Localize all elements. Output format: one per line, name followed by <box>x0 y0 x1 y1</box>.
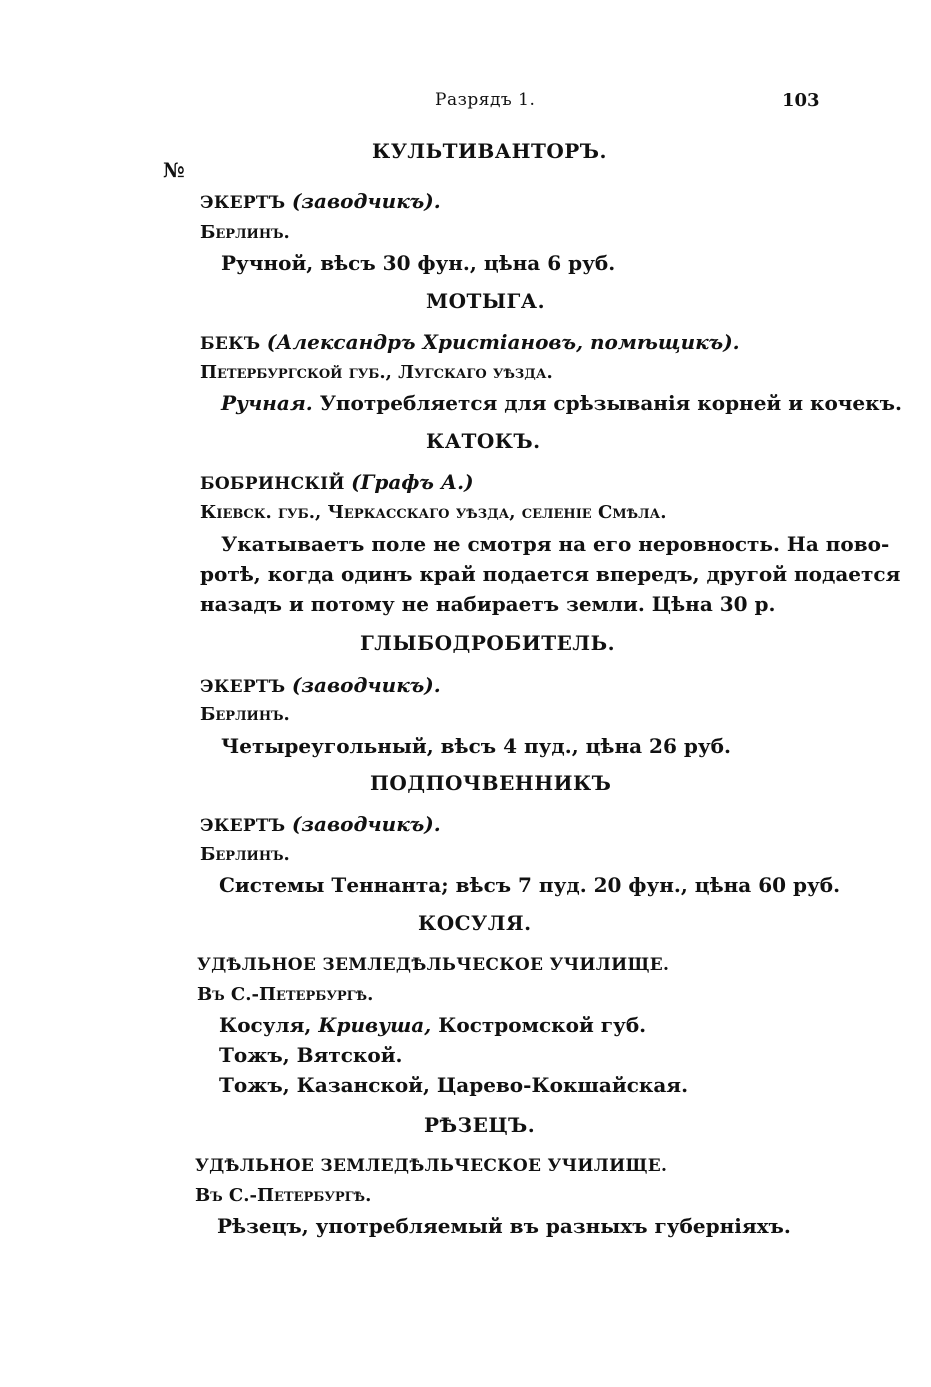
exhibitor-name: ЭКЕРТЪ <box>200 816 286 836</box>
exhibitor-name: БОБРИНСКIЙ <box>200 474 345 494</box>
entry-description: Системы Теннанта; вѣсъ 7 пуд. 20 фун., цѣна 60 руб. <box>219 873 841 897</box>
exhibitor-note: (заводчикъ). <box>291 189 441 213</box>
entry-description <box>221 390 902 416</box>
entry-description-line: Тожъ, Казанской, Царево-Кокшайская. <box>219 1073 689 1097</box>
exhibitor-note: (заводчикъ). <box>291 673 441 697</box>
section-heading-subsoiler: ПОДПОЧВЕННИКЪ <box>370 771 612 795</box>
description-italic: Кривуша, <box>318 1013 432 1037</box>
page-number: 103 <box>782 90 820 111</box>
running-head <box>0 90 931 114</box>
section-heading-roller: КАТОКЪ. <box>426 429 541 453</box>
entry-exhibitor-cutter: УДѢЛЬНОЕ ЗЕМЛЕДѢЛЬЧЕСКОЕ УЧИЛИЩЕ. <box>195 1156 668 1176</box>
description-lead: Ручная. <box>221 391 313 415</box>
running-title: Разрядъ 1. <box>435 90 536 110</box>
entry-place: Берлинъ. <box>200 704 290 725</box>
entry-description: Ручной, вѣсъ 30 фун., цѣна 6 руб. <box>221 251 616 275</box>
entry-description-line: назадъ и потому не набираетъ земли. Цѣна 30 р. <box>200 592 776 616</box>
entry-place: Въ С.-Петербургѣ. <box>195 1185 372 1206</box>
entry-exhibitor-cultivator <box>200 188 441 216</box>
entry-description: Четыреугольный, вѣсъ 4 пуд., цѣна 26 руб. <box>221 734 731 758</box>
exhibitor-name: БЕКЪ <box>200 334 261 354</box>
entry-exhibitor-hoe <box>200 329 740 357</box>
description-lead: Косуля, <box>219 1013 312 1037</box>
description-tail: Костромской губ. <box>438 1013 647 1037</box>
entry-description-line: Укатываетъ поле не смотря на его неровность. На пово- <box>221 532 890 556</box>
margin-number-mark: № <box>163 158 185 182</box>
section-heading-kosulya: КОСУЛЯ. <box>418 911 532 935</box>
entry-exhibitor-subsoiler <box>200 811 441 839</box>
exhibitor-note: (Александръ Христiановъ, помѣщикъ). <box>266 330 740 354</box>
exhibitor-name: ЭКЕРТЪ <box>200 677 286 697</box>
exhibitor-note: (Графъ А.) <box>351 470 474 494</box>
entry-exhibitor-clod-crusher <box>200 672 441 700</box>
entry-description-line <box>219 1012 646 1038</box>
section-heading-cutter: РѢЗЕЦЪ. <box>424 1113 536 1137</box>
exhibitor-name: ЭКЕРТЪ <box>200 193 286 213</box>
entry-description: Рѣзецъ, употребляемый въ разныхъ губернiяхъ. <box>217 1214 791 1238</box>
entry-place: Кiевск. губ., Черкасскаго уѣзда, селенiе Смѣла. <box>200 502 667 523</box>
entry-description-line: Тожъ, Вятской. <box>219 1043 403 1067</box>
exhibitor-note: (заводчикъ). <box>291 812 441 836</box>
entry-exhibitor-roller <box>200 469 474 497</box>
entry-exhibitor-kosulya: УДѢЛЬНОЕ ЗЕМЛЕДѢЛЬЧЕСКОЕ УЧИЛИЩЕ. <box>197 955 670 975</box>
entry-description-line: ротѣ, когда одинъ край подается впередъ, другой подается <box>200 562 901 586</box>
entry-place: Въ С.-Петербургѣ. <box>197 984 374 1005</box>
entry-place: Петербургской губ., Лугскаго уѣзда. <box>200 362 553 383</box>
entry-place: Берлинъ. <box>200 844 290 865</box>
description-text: Употребляется для срѣзыванiя корней и кочекъ. <box>319 391 902 415</box>
section-heading-cultivator: КУЛЬТИВАНТОРЪ. <box>372 139 607 163</box>
entry-place: Берлинъ. <box>200 222 290 243</box>
section-heading-clod-crusher: ГЛЫБОДРОБИТЕЛЬ. <box>360 631 616 655</box>
section-heading-hoe: МОТЫГА. <box>426 289 546 313</box>
